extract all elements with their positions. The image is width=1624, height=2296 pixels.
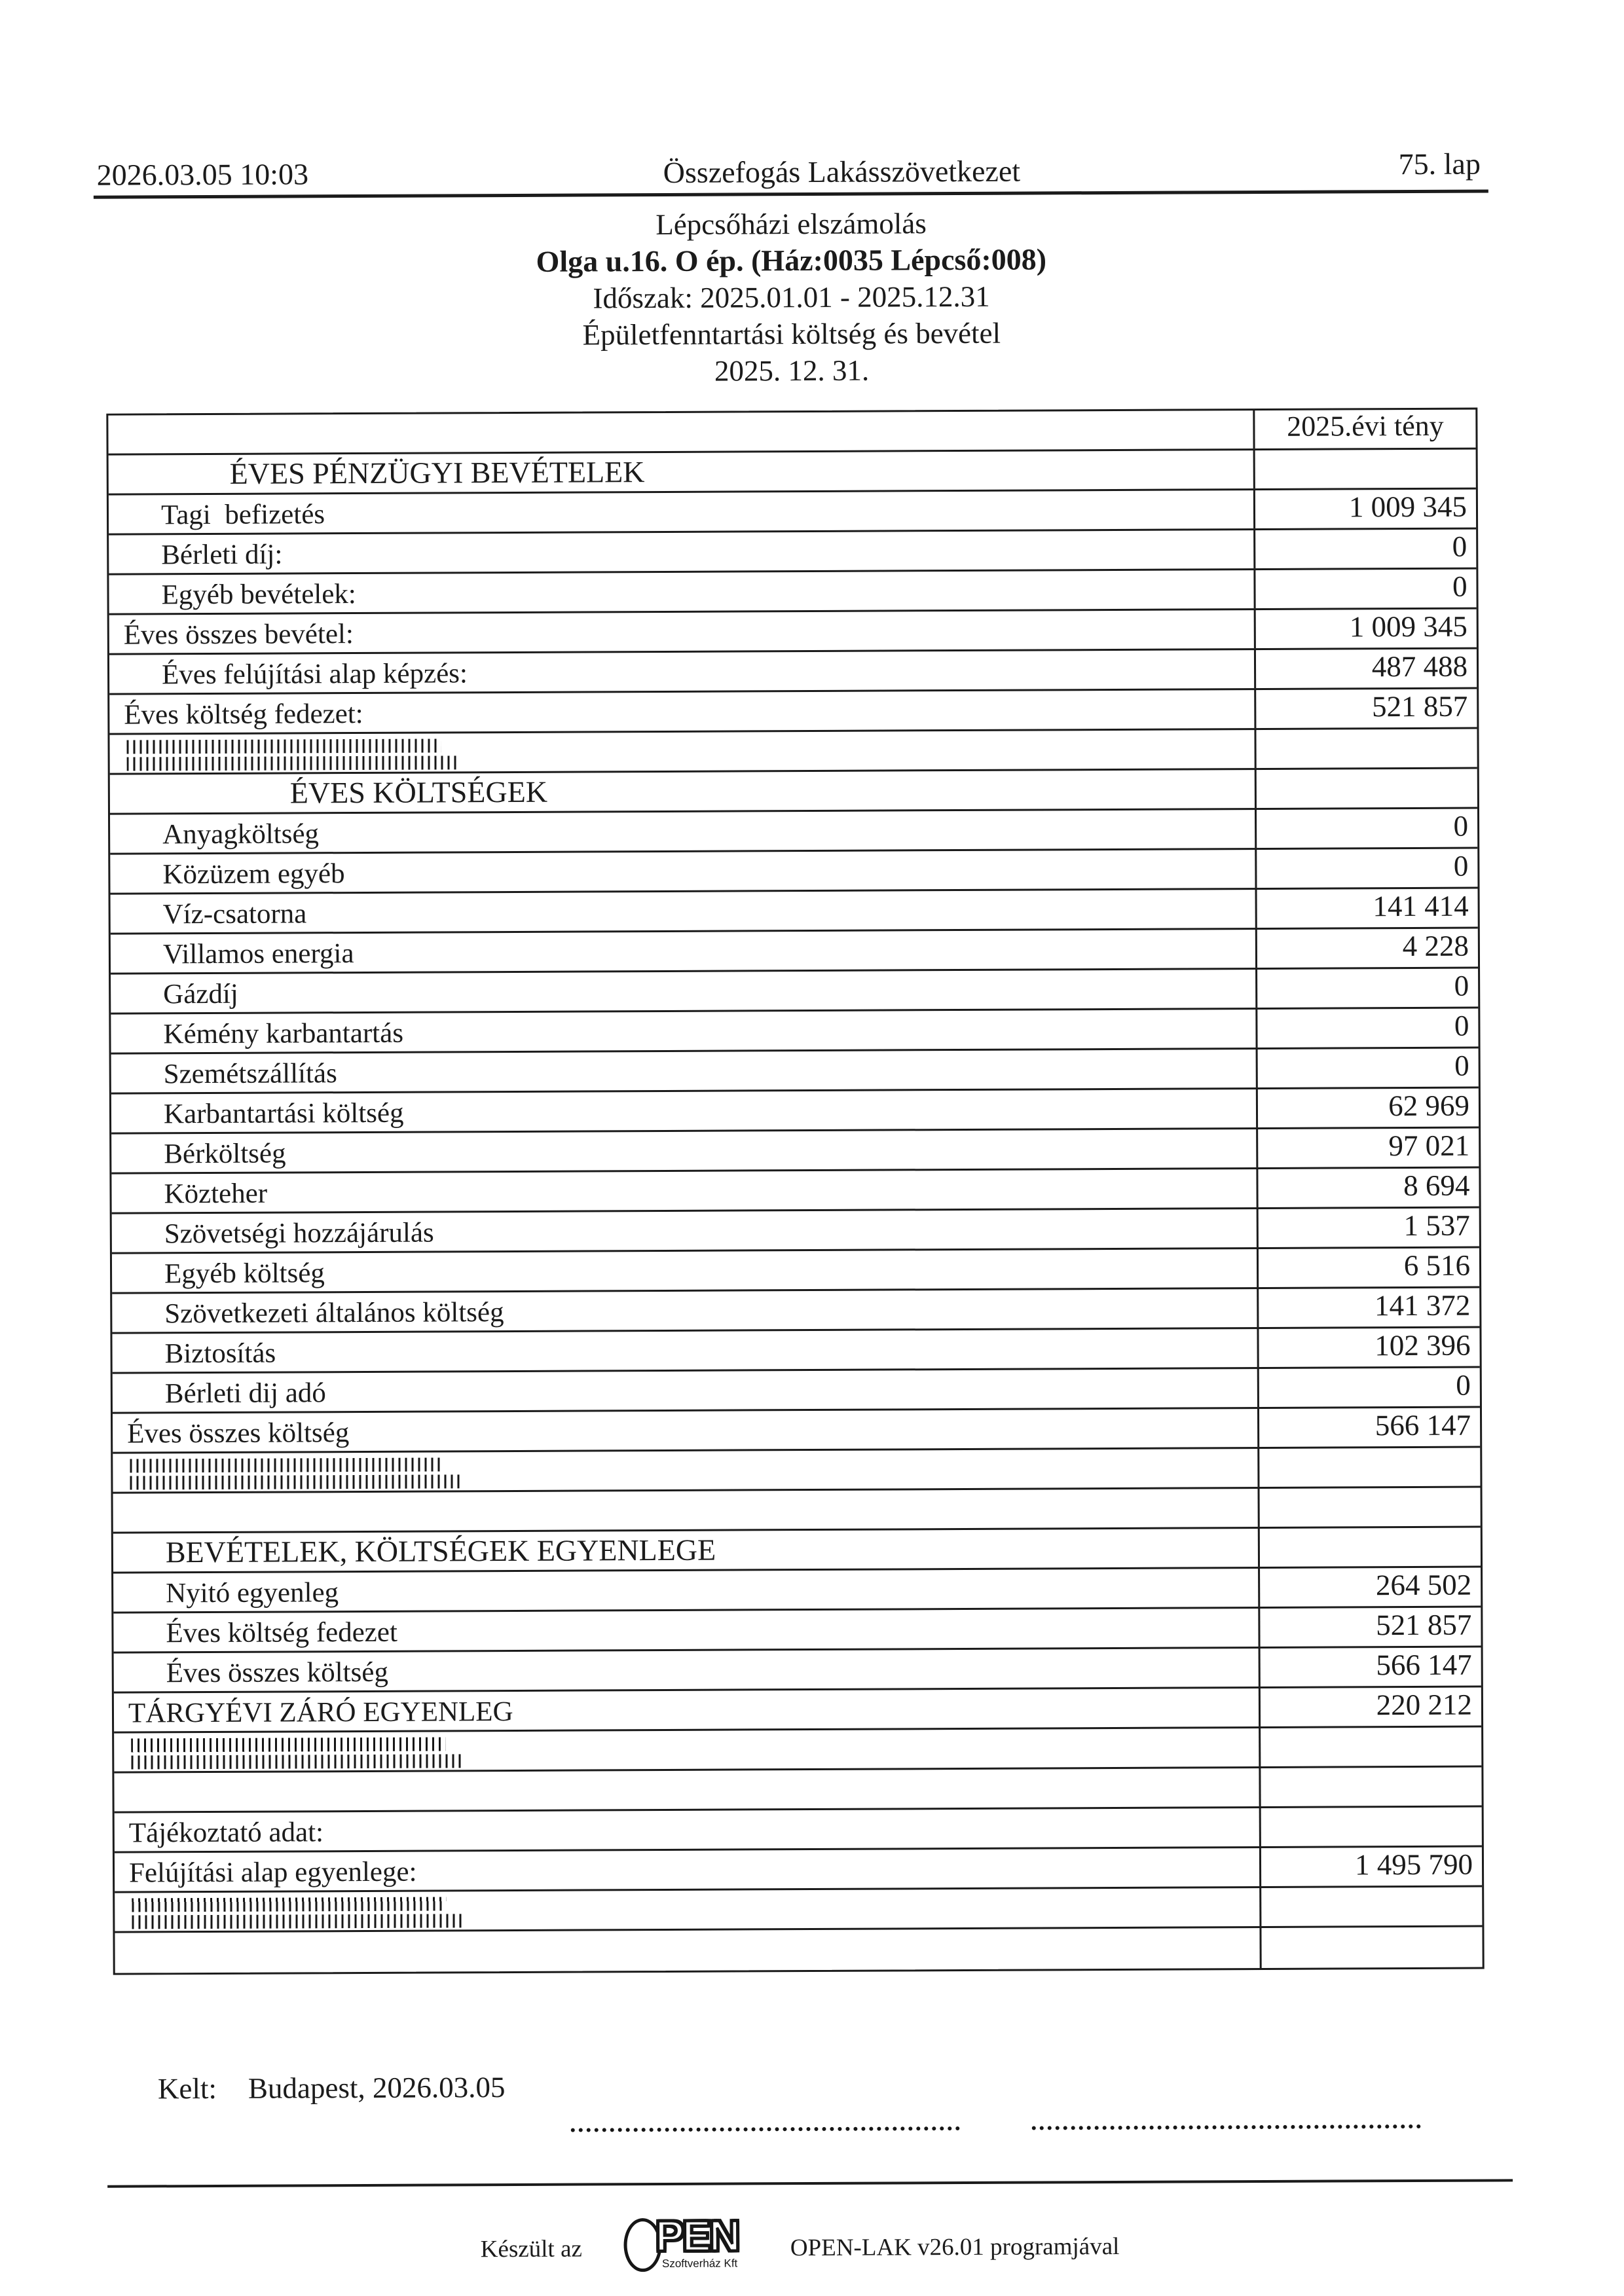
barcode-stripe: [130, 1457, 444, 1472]
row-label: Karbantartási költség: [111, 1089, 1258, 1133]
table-row-item: [109, 610, 1477, 655]
row-value: 0: [1454, 1049, 1469, 1082]
row-label: [115, 1928, 1261, 1973]
organization-name: Összefogás Lakásszövetkezet: [663, 154, 1021, 189]
row-barcode-cell: [109, 730, 1256, 773]
footer: [102, 2208, 1497, 2286]
table-row-item: [111, 929, 1478, 975]
table-row-item: [111, 1009, 1478, 1055]
row-value: 0: [1453, 809, 1469, 843]
dateline-value: Budapest, 2026.03.05: [248, 2071, 506, 2105]
row-value: [1257, 769, 1477, 808]
row-label: [108, 410, 1255, 454]
row-label: Villamos energia: [111, 930, 1257, 973]
table-row-item: [109, 649, 1477, 695]
finance-table: [106, 408, 1484, 1975]
row-label: Szemétszállítás: [111, 1049, 1258, 1093]
table-row-item: [115, 1848, 1482, 1893]
row-label: Éves költség fedezet:: [109, 690, 1256, 733]
row-value: 8 694: [1403, 1169, 1470, 1203]
table-row-item: [114, 1648, 1481, 1694]
row-value: 1 009 345: [1349, 610, 1467, 644]
table-row-item: [110, 809, 1477, 855]
row-label: TÁRGYÉVI ZÁRÓ EGYENLEG: [114, 1688, 1261, 1732]
row-label: Közteher: [111, 1169, 1258, 1212]
row-label: ÉVES KÖLTSÉGEK: [110, 770, 1257, 813]
row-value: 0: [1456, 1368, 1471, 1402]
row-label: Éves összes költség: [114, 1649, 1261, 1692]
subtitle-line: Épületfenntartási költség és bevétel: [582, 316, 1001, 352]
table-row-item: [112, 1328, 1479, 1374]
row-value: [1261, 1927, 1482, 1968]
table-row-item: [112, 1248, 1479, 1294]
row-label: Tagi befizetés: [109, 490, 1255, 534]
row-value: 264 502: [1375, 1568, 1472, 1602]
row-value: 1 495 790: [1354, 1848, 1473, 1882]
row-label: Biztosítás: [112, 1329, 1259, 1372]
table-row-blank: [113, 1488, 1481, 1534]
barcode-stripe: [130, 1474, 462, 1489]
table-row-barcode: [115, 1887, 1482, 1933]
table-row-item: [111, 1129, 1479, 1175]
table-row-item: [115, 1808, 1482, 1853]
dateline-label: Kelt:: [157, 2071, 217, 2105]
table-row-blank: [115, 1927, 1482, 1973]
row-value: 62 969: [1388, 1089, 1470, 1123]
row-label: Gázdíj: [111, 970, 1257, 1013]
row-label: [113, 1489, 1260, 1532]
row-value: [1261, 1887, 1482, 1926]
row-label: Felújítási alap egyenlege:: [115, 1848, 1261, 1891]
row-label: Egyéb költség: [112, 1249, 1259, 1292]
row-label: Bérleti dij adó: [113, 1369, 1259, 1412]
row-value: 141 414: [1373, 889, 1469, 923]
table-row-item: [111, 1089, 1479, 1135]
logo-pen-text: PEN: [655, 2211, 739, 2261]
row-value: [1260, 1528, 1481, 1567]
row-value: 4 228: [1402, 929, 1469, 963]
row-value: 0: [1452, 530, 1467, 563]
report-date: 2025. 12. 31.: [714, 354, 870, 388]
row-value: [1261, 1808, 1482, 1846]
row-value: 566 147: [1375, 1408, 1471, 1442]
row-value: [1260, 1488, 1481, 1527]
row-label: Közüzem egyéb: [110, 850, 1257, 893]
row-label: Éves összes költség: [113, 1409, 1259, 1452]
table-row-item: [109, 570, 1476, 615]
report-title: Lépcsőházi elszámolás: [655, 207, 927, 242]
table-row-barcode: [114, 1728, 1481, 1774]
signature-line-right: [1032, 2121, 1421, 2130]
row-value: [1259, 1448, 1480, 1487]
row-value: 487 488: [1371, 649, 1468, 683]
made-with-prefix: Készült az: [480, 2235, 582, 2263]
row-label: Szövetkezeti általános költség: [112, 1289, 1259, 1332]
row-label: Víz-csatorna: [111, 890, 1257, 933]
row-value: [1261, 1768, 1481, 1806]
row-label: Kémény karbantartás: [111, 1010, 1257, 1053]
row-value: 0: [1454, 969, 1469, 1002]
row-value: [1256, 729, 1477, 768]
row-label: Bérleti díj:: [109, 530, 1255, 574]
row-value: 102 396: [1375, 1328, 1471, 1362]
row-label: Egyéb bevételek:: [109, 570, 1255, 613]
row-value: 521 857: [1371, 689, 1468, 723]
row-value: [1261, 1728, 1481, 1766]
barcode-stripe: [132, 1897, 446, 1912]
print-datetime: 2026.03.05 10:03: [96, 157, 309, 192]
table-row-barcode: [113, 1448, 1480, 1494]
table-row-item: [112, 1288, 1479, 1334]
value-column-header: 2025.évi tény: [1287, 409, 1444, 443]
dateline: [113, 2036, 506, 2140]
address-line: Olga u.16. O ép. (Ház:0035 Lépcső:008): [536, 242, 1047, 278]
made-with-suffix: OPEN-LAK v26.01 programjával: [790, 2232, 1120, 2261]
row-label: Anyagköltség: [110, 810, 1257, 853]
row-barcode-cell: [114, 1728, 1261, 1772]
barcode-stripe: [127, 738, 441, 754]
barcode-stripe: [131, 1754, 464, 1769]
logo-subtext: Szoftverház Kft: [661, 2257, 738, 2270]
period-line: Időszak: 2025.01.01 - 2025.12.31: [593, 280, 990, 315]
table-row-item: [114, 1688, 1481, 1734]
barcode-stripe: [132, 1914, 464, 1929]
row-value: 6 516: [1403, 1248, 1471, 1283]
row-label: [114, 1768, 1261, 1812]
row-value: 0: [1452, 570, 1467, 603]
row-value: 566 147: [1376, 1648, 1472, 1682]
table-row-barcode: [109, 729, 1477, 775]
row-value: 521 857: [1376, 1608, 1472, 1642]
footer-rule: [107, 2179, 1513, 2187]
table-row-item: [109, 530, 1476, 575]
row-value: 220 212: [1376, 1688, 1473, 1722]
table-row-item: [110, 849, 1477, 895]
row-value: [1255, 450, 1476, 488]
table-row-colheader: [108, 410, 1475, 456]
barcode-stripe: [131, 1737, 445, 1752]
row-label: Szövetségi hozzájárulás: [112, 1209, 1259, 1252]
row-barcode-cell: [115, 1888, 1261, 1931]
row-label: Éves költség fedezet: [113, 1609, 1260, 1652]
row-label: Bérköltség: [111, 1129, 1258, 1173]
row-value: 1 537: [1403, 1209, 1470, 1243]
table-row-item: [111, 1169, 1479, 1214]
row-label: BEVÉTELEK, KÖLTSÉGEK EGYENLEGE: [113, 1529, 1260, 1572]
row-barcode-cell: [113, 1449, 1259, 1492]
table-row-item: [109, 490, 1476, 536]
table-row-item: [111, 1049, 1479, 1095]
table-row-section: [109, 450, 1476, 496]
openlak-logo: [624, 2211, 748, 2282]
table-row-item: [112, 1209, 1479, 1254]
row-value: 97 021: [1388, 1129, 1470, 1163]
row-label: Éves összes bevétel:: [109, 610, 1256, 653]
table-row-item: [113, 1608, 1481, 1654]
row-label: Tájékoztató adat:: [115, 1808, 1261, 1851]
signature-line-left: [571, 2123, 960, 2132]
row-label: Éves felújítási alap képzés:: [109, 650, 1256, 693]
table-row-item: [109, 689, 1477, 735]
row-value: 0: [1454, 1009, 1469, 1042]
row-value: 141 372: [1374, 1288, 1471, 1322]
table-row-section: [113, 1528, 1481, 1574]
page-number: 75. lap: [1398, 147, 1481, 181]
row-label: ÉVES PÉNZÜGYI BEVÉTELEK: [109, 450, 1255, 494]
table-row-item: [113, 1368, 1480, 1414]
table-row-blank: [114, 1768, 1481, 1813]
row-value: 0: [1453, 849, 1469, 883]
row-label: Nyitó egyenleg: [113, 1569, 1260, 1612]
row-value: 1 009 345: [1348, 490, 1467, 524]
table-row-item: [111, 889, 1478, 935]
table-row-item: [111, 969, 1478, 1015]
table-row-item: [113, 1408, 1480, 1454]
table-row-item: [113, 1568, 1481, 1614]
title-block: [94, 202, 1489, 392]
barcode-stripe: [127, 756, 460, 771]
table-row-section: [110, 769, 1477, 815]
